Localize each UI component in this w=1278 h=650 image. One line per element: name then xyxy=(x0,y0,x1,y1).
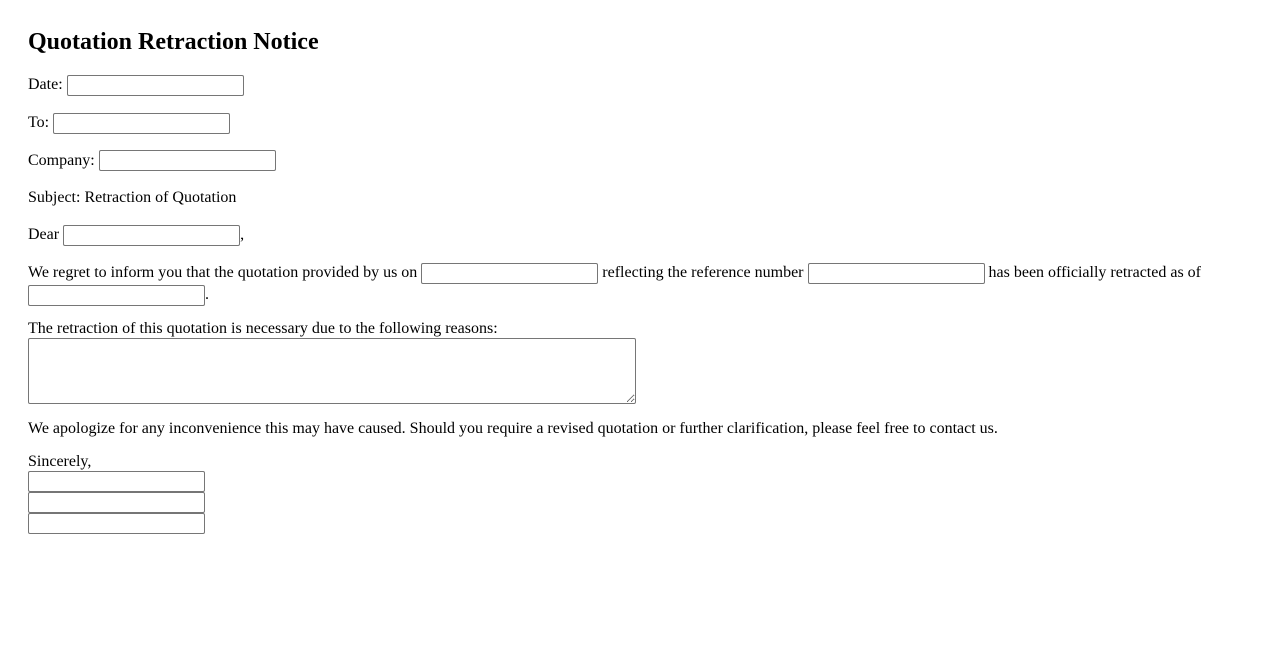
retraction-date-input[interactable] xyxy=(28,285,205,306)
apology-paragraph xyxy=(28,418,1250,439)
reasons-section xyxy=(28,320,1250,404)
company-label: Company: xyxy=(28,151,95,169)
subject-line xyxy=(28,187,1250,208)
date-label: Date: xyxy=(28,76,63,93)
closing-text: Sincerely, xyxy=(28,452,92,470)
reasons-label: The retraction of this quotation is necessary due to the following reasons: xyxy=(28,319,498,337)
date-input[interactable] xyxy=(67,75,244,96)
subject-text: Subject: Retraction of Quotation xyxy=(28,189,237,207)
quotation-date-input[interactable] xyxy=(421,263,598,284)
salutation-prefix: Dear xyxy=(28,226,60,244)
body-text-part1: We regret to inform you that the quotation provided by us on xyxy=(28,264,418,282)
salutation-row xyxy=(28,224,1250,246)
page-title: Quotation Retraction Notice xyxy=(28,29,319,55)
to-row xyxy=(28,112,1250,134)
apology-text: We apologize for any inconvenience this may have caused. Should you require a revised quotation or further clarification, please feel free to contact us. xyxy=(28,419,998,437)
date-row xyxy=(28,74,1250,96)
signature-name-input[interactable] xyxy=(28,471,205,492)
signature-fields xyxy=(28,471,1250,534)
body-text-period: . xyxy=(205,286,209,304)
body-text-part3: has been officially retracted as of xyxy=(988,264,1202,282)
to-label: To: xyxy=(28,113,50,131)
company-row xyxy=(28,150,1250,172)
company-input[interactable] xyxy=(99,150,276,171)
body-text-part2: reflecting the reference number xyxy=(602,264,804,282)
reasons-textarea[interactable] xyxy=(28,338,636,404)
recipient-input[interactable] xyxy=(53,113,230,134)
reference-number-input[interactable] xyxy=(808,263,985,284)
signature-company-input[interactable] xyxy=(28,513,205,534)
closing-block xyxy=(28,453,1250,534)
salutation-name-input[interactable] xyxy=(63,225,240,246)
retraction-paragraph xyxy=(28,262,1250,306)
salutation-comma: , xyxy=(240,226,245,244)
signature-title-input[interactable] xyxy=(28,492,205,513)
